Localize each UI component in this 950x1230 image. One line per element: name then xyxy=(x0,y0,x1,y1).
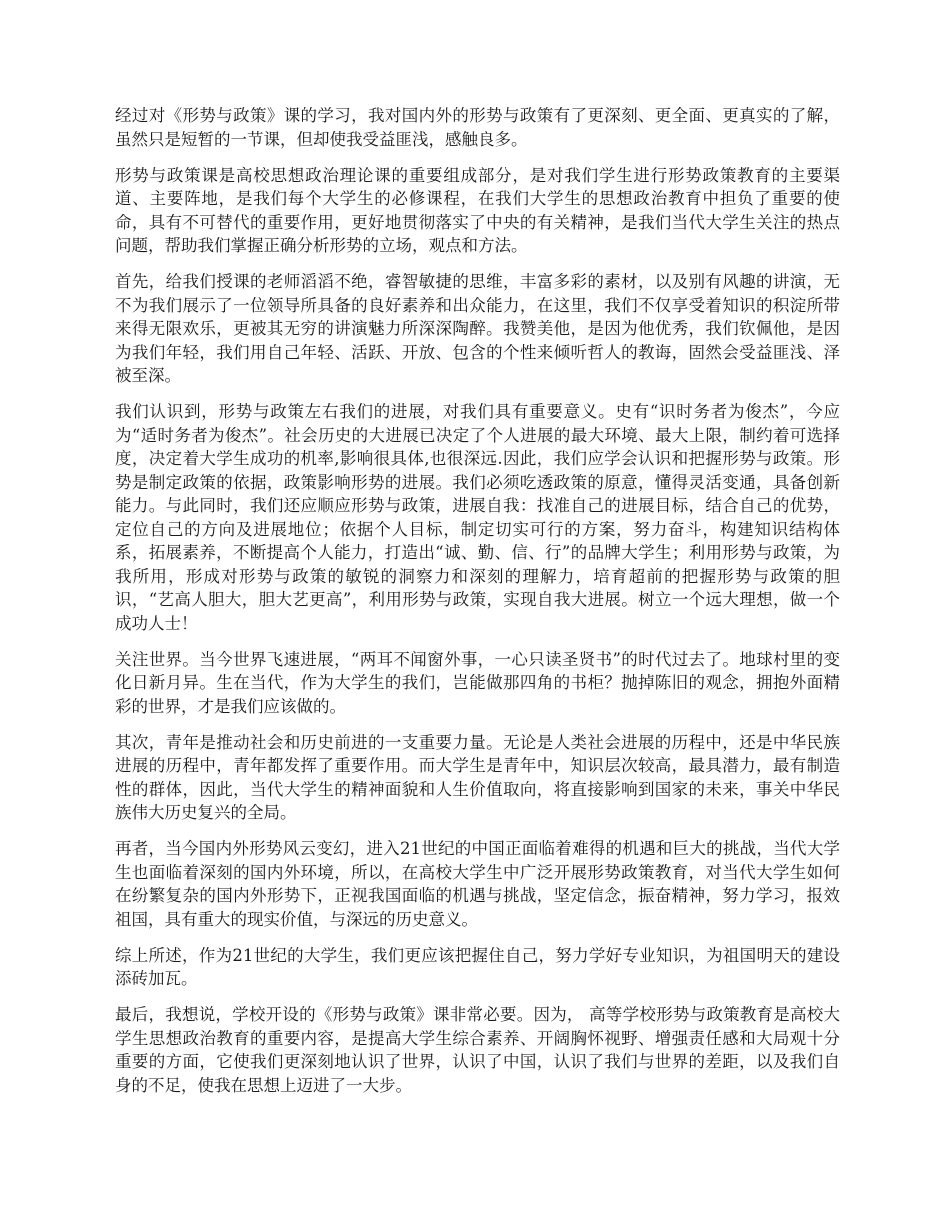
paragraph-7: 再者，当今国内外形势风云变幻，进入21世纪的中国正面临着难得的机遇和巨大的挑战，当代大学生也面临着深刻的国内外环境，所以，在高校大学生中广泛开展形势政策教育，对当代大学生如何在纷繁复杂的国内外形势下，正视我国面临的机遇与挑战，坚定信念，振奋精神，努力学习，报效祖国，具有重大的现实价值，与深远的历史意义。 xyxy=(115,839,840,929)
paragraph-5: 关注世界。当今世界飞速进展，“两耳不闻窗外事，一心只读圣贤书”的时代过去了。地球村里的变化日新月异。生在当代，作为大学生的我们，岂能做那四角的书柜？抛掉陈旧的观念，拥抱外面精彩的世界，才是我们应该做的。 xyxy=(115,649,840,716)
paragraph-4: 我们认识到，形势与政策左右我们的进展，对我们具有重要意义。史有“识时务者为俊杰”，今应为“适时务者为俊杰”。社会历史的大进展已决定了个人进展的最大环境、最大上限，制约着可选择度，决定着大学生成功的机率,影响很具体,也很深远.因此，我们应学会认识和把握形势与政策。形势是制定政策的依据，政策影响形势的进展。我们必须吃透政策的原意，懂得灵活变通，具备创新能力。与此同时，我们还应顺应形势与政策，进展自我：找准自己的进展目标，结合自己的优势，定位自己的方向及进展地位；依据个人目标，制定切实可行的方案，努力奋斗，构建知识结构体系，拓展素养，不断提高个人能力，打造出“诚、勤、信、行”的品牌大学生；利用形势与政策，为我所用，形成对形势与政策的敏锐的洞察力和深刻的理解力，培育超前的把握形势与政策的胆识，“艺高人胆大，胆大艺更高”，利用形势与政策，实现自我大进展。树立一个远大理想，做一个成功人士！ xyxy=(115,402,840,633)
paragraph-1: 经过对《形势与政策》课的学习，我对国内外的形势与政策有了更深刻、更全面、更真实的了解，虽然只是短暂的一节课，但却使我受益匪浅，感触良多。 xyxy=(115,106,840,149)
paragraph-2: 形势与政策课是高校思想政治理论课的重要组成部分，是对我们学生进行形势政策教育的主要渠道、主要阵地，是我们每个大学生的必修课程，在我们大学生的思想政治教育中担负了重要的使命，具有不可替代的重要作用，更好地贯彻落实了中央的有关精神，是我们当代大学生关注的热点问题，帮助我们掌握正确分析形势的立场，观点和方法。 xyxy=(115,165,840,255)
paragraph-9: 最后，我想说，学校开设的《形势与政策》课非常必要。因为， 高等学校形势与政策教育是高校大学生思想政治教育的重要内容，是提高大学生综合素养、开阔胸怀视野、增强责任感和大局观十分重要的方面，它使我们更深刻地认识了世界，认识了中国，认识了我们与世界的差距，以及我们自身的不足，使我在思想上迈进了一大步。 xyxy=(115,1005,840,1095)
paragraph-8: 综上所述，作为21世纪的大学生，我们更应该把握住自己，努力学好专业知识，为祖国明天的建设添砖加瓦。 xyxy=(115,945,840,988)
paragraph-3: 首先，给我们授课的老师滔滔不绝，睿智敏捷的思维，丰富多彩的素材，以及别有风趣的讲演，无不为我们展示了一位领导所具备的良好素养和出众能力，在这里，我们不仅享受着知识的积淀所带来得无限欢乐，更被其无穷的讲演魅力所深深陶醉。我赞美他，是因为他优秀，我们钦佩他，是因为我们年轻，我们用自己年轻、活跃、开放、包含的个性来倾听哲人的教诲，固然会受益匪浅、泽被至深。 xyxy=(115,272,840,385)
document-body xyxy=(115,104,840,1110)
paragraph-6: 其次，青年是推动社会和历史前进的一支重要力量。无论是人类社会进展的历程中，还是中华民族进展的历程中，青年都发挥了重要作用。而大学生是青年中，知识层次较高，最具潜力，最有制造性的群体，因此，当代大学生的精神面貌和人生价值取向，将直接影响到国家的未来，事关中华民族伟大历史复兴的全局。 xyxy=(115,732,840,822)
